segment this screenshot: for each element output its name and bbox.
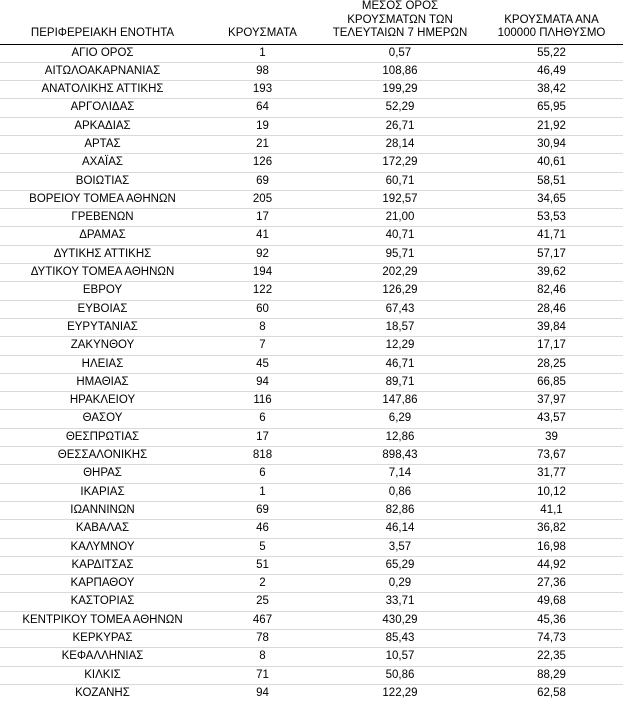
table-row bbox=[0, 44, 623, 62]
table-row bbox=[0, 81, 623, 99]
cell-region: ΕΥΡΥΤΑΝΙΑΣ bbox=[0, 318, 205, 336]
table-row bbox=[0, 62, 623, 80]
table-row bbox=[0, 392, 623, 410]
table-row bbox=[0, 209, 623, 227]
cell-cases: 194 bbox=[205, 264, 320, 282]
cell-cases: 17 bbox=[205, 428, 320, 446]
cell-region: ΚΑΒΑΛΑΣ bbox=[0, 520, 205, 538]
cell-region: ΑΝΑΤΟΛΙΚΗΣ ΑΤΤΙΚΗΣ bbox=[0, 81, 205, 99]
cell-cases: 94 bbox=[205, 373, 320, 391]
cell-region: ΒΟΙΩΤΙΑΣ bbox=[0, 172, 205, 190]
header-row bbox=[0, 0, 623, 44]
cell-region: ΕΒΡΟΥ bbox=[0, 282, 205, 300]
cell-per100k: 37,97 bbox=[480, 392, 623, 410]
cell-cases: 64 bbox=[205, 99, 320, 117]
cell-avg7: 122,29 bbox=[382, 686, 418, 699]
cell-avg7: 46,71 bbox=[320, 355, 480, 373]
cell-per100k: 16,98 bbox=[480, 538, 623, 556]
cell-cases: 45 bbox=[205, 355, 320, 373]
cell-per100k: 22,35 bbox=[480, 648, 623, 666]
cell-avg7: 21,00 bbox=[320, 209, 480, 227]
cell-cases: 25 bbox=[205, 593, 320, 611]
cell-per100k: 57,17 bbox=[480, 245, 623, 263]
table-row bbox=[0, 611, 623, 629]
cell-avg7: 40,71 bbox=[320, 227, 480, 245]
cell-avg7: 65,29 bbox=[320, 556, 480, 574]
cell-per100k: 58,51 bbox=[480, 172, 623, 190]
cell-cases: 8 bbox=[205, 648, 320, 666]
cell-avg7: 12,29 bbox=[320, 337, 480, 355]
cell-avg7: 3,57 bbox=[320, 538, 480, 556]
cell-cases: 5 bbox=[205, 538, 320, 556]
cell-avg7: 50,86 bbox=[320, 666, 480, 684]
cell-per100k: 34,65 bbox=[480, 190, 623, 208]
cell-region: ΚΕΦΑΛΛΗΝΙΑΣ bbox=[0, 648, 205, 666]
table-row bbox=[0, 300, 623, 318]
cell-cases: 41 bbox=[205, 227, 320, 245]
table-row bbox=[0, 666, 623, 684]
column-header-per100k: ΚΡΟΥΣΜΑΤΑ ΑΝΑ 100000 ΠΛΗΘΥΣΜΟ bbox=[480, 0, 623, 44]
cell-cases: 94 bbox=[256, 686, 269, 699]
cell-per100k: 31,77 bbox=[480, 465, 623, 483]
cell-region: ΘΕΣΠΡΩΤΙΑΣ bbox=[0, 428, 205, 446]
cell-cases: 19 bbox=[205, 117, 320, 135]
table-row bbox=[0, 630, 623, 648]
cell-per100k: 36,82 bbox=[480, 520, 623, 538]
table-row bbox=[0, 483, 623, 501]
table-row bbox=[0, 501, 623, 519]
cell-region: ΑΡΤΑΣ bbox=[0, 135, 205, 153]
cell-per100k: 17,17 bbox=[480, 337, 623, 355]
cell-region: ΚΑΛΥΜΝΟΥ bbox=[0, 538, 205, 556]
cell-per100k: 39,62 bbox=[480, 264, 623, 282]
cell-avg7: 33,71 bbox=[320, 593, 480, 611]
cell-avg7: 147,86 bbox=[320, 392, 480, 410]
cell-cases: 1 bbox=[205, 483, 320, 501]
cell-region: ΔΥΤΙΚΟΥ ΤΟΜΕΑ ΑΘΗΝΩΝ bbox=[0, 264, 205, 282]
cell-per100k: 49,68 bbox=[480, 593, 623, 611]
table-row bbox=[0, 190, 623, 208]
table-row bbox=[0, 575, 623, 593]
cell-region: ΑΡΚΑΔΙΑΣ bbox=[0, 117, 205, 135]
table-header bbox=[0, 0, 623, 44]
cell-per100k: 74,73 bbox=[480, 630, 623, 648]
cell-avg7: 0,57 bbox=[320, 44, 480, 62]
cell-region: ΑΓΙΟ ΟΡΟΣ bbox=[0, 44, 205, 62]
cell-region: ΘΗΡΑΣ bbox=[0, 465, 205, 483]
cell-avg7: 82,86 bbox=[320, 501, 480, 519]
cell-region: ΘΑΣΟΥ bbox=[0, 410, 205, 428]
table-row bbox=[0, 172, 623, 190]
cell-region: ΑΧΑΪΑΣ bbox=[0, 154, 205, 172]
cell-region: ΒΟΡΕΙΟΥ ΤΟΜΕΑ ΑΘΗΝΩΝ bbox=[0, 190, 205, 208]
table-row bbox=[0, 282, 623, 300]
table-row bbox=[0, 318, 623, 336]
cell-region: ΓΡΕΒΕΝΩΝ bbox=[0, 209, 205, 227]
cell-region: ΚΕΝΤΡΙΚΟΥ ΤΟΜΕΑ ΑΘΗΝΩΝ bbox=[0, 611, 205, 629]
table-row bbox=[0, 538, 623, 556]
table-row bbox=[0, 684, 623, 702]
cell-per100k: 82,46 bbox=[480, 282, 623, 300]
table-row bbox=[0, 154, 623, 172]
cell-per100k: 44,92 bbox=[480, 556, 623, 574]
cell-per100k: 27,36 bbox=[480, 575, 623, 593]
table-row bbox=[0, 410, 623, 428]
cell-cases: 193 bbox=[205, 81, 320, 99]
cell-region: ΖΑΚΥΝΘΟΥ bbox=[0, 337, 205, 355]
cell-region: ΗΛΕΙΑΣ bbox=[0, 355, 205, 373]
cell-per100k: 66,85 bbox=[480, 373, 623, 391]
cell-per100k: 46,49 bbox=[480, 62, 623, 80]
table-row bbox=[0, 648, 623, 666]
cell-cases: 46 bbox=[205, 520, 320, 538]
cell-cases: 467 bbox=[205, 611, 320, 629]
cell-avg7: 126,29 bbox=[320, 282, 480, 300]
cell-per100k: 43,57 bbox=[480, 410, 623, 428]
cell-per100k: 30,94 bbox=[480, 135, 623, 153]
cell-cases: 69 bbox=[205, 172, 320, 190]
cell-cases: 17 bbox=[205, 209, 320, 227]
cell-region: ΔΥΤΙΚΗΣ ΑΤΤΙΚΗΣ bbox=[0, 245, 205, 263]
cell-avg7: 199,29 bbox=[320, 81, 480, 99]
cell-per100k: 10,12 bbox=[480, 483, 623, 501]
table-row bbox=[0, 428, 623, 446]
table-row bbox=[0, 465, 623, 483]
cell-cases: 51 bbox=[205, 556, 320, 574]
column-header-cases: ΚΡΟΥΣΜΑΤΑ bbox=[205, 0, 320, 44]
cell-per100k: 45,36 bbox=[480, 611, 623, 629]
cell-avg7: 46,14 bbox=[320, 520, 480, 538]
cell-avg7: 85,43 bbox=[320, 630, 480, 648]
cell-cases: 98 bbox=[205, 62, 320, 80]
cell-per100k: 55,22 bbox=[480, 44, 623, 62]
cell-avg7: 52,29 bbox=[320, 99, 480, 117]
cell-cases: 21 bbox=[205, 135, 320, 153]
cell-cases: 69 bbox=[205, 501, 320, 519]
column-header-avg7: ΜΕΣΟΣ ΟΡΟΣ ΚΡΟΥΣΜΑΤΩΝ ΤΩΝ ΤΕΛΕΥΤΑΙΩΝ 7 ΗΜΕΡΩΝ bbox=[320, 0, 480, 44]
cell-cases: 7 bbox=[205, 337, 320, 355]
cell-per100k: 39,84 bbox=[480, 318, 623, 336]
cell-cases: 71 bbox=[205, 666, 320, 684]
cell-per100k: 62,58 bbox=[537, 686, 566, 699]
cell-cases: 78 bbox=[205, 630, 320, 648]
cell-region: ΚΑΡΔΙΤΣΑΣ bbox=[0, 556, 205, 574]
cell-cases: 60 bbox=[205, 300, 320, 318]
cell-per100k: 88,29 bbox=[480, 666, 623, 684]
cell-region: ΕΥΒΟΙΑΣ bbox=[0, 300, 205, 318]
column-header-region: ΠΕΡΙΦΕΡΕΙΑΚΗ ΕΝΟΤΗΤΑ bbox=[0, 0, 205, 44]
table-row bbox=[0, 117, 623, 135]
table-row bbox=[0, 593, 623, 611]
cell-avg7: 430,29 bbox=[320, 611, 480, 629]
cell-per100k: 21,92 bbox=[480, 117, 623, 135]
cell-cases: 6 bbox=[205, 410, 320, 428]
table-row bbox=[0, 355, 623, 373]
cell-per100k: 65,95 bbox=[480, 99, 623, 117]
cell-avg7: 95,71 bbox=[320, 245, 480, 263]
table-row bbox=[0, 264, 623, 282]
cell-region: ΙΩΑΝΝΙΝΩΝ bbox=[0, 501, 205, 519]
cell-cases: 205 bbox=[205, 190, 320, 208]
cell-per100k: 41,71 bbox=[480, 227, 623, 245]
table-row bbox=[0, 135, 623, 153]
cell-region: ΚΟΖΑΝΗΣ bbox=[75, 686, 130, 699]
cell-avg7: 10,57 bbox=[320, 648, 480, 666]
cell-avg7: 26,71 bbox=[320, 117, 480, 135]
cell-region: ΚΙΛΚΙΣ bbox=[0, 666, 205, 684]
table-row bbox=[0, 337, 623, 355]
cell-avg7: 172,29 bbox=[320, 154, 480, 172]
cell-per100k: 39 bbox=[480, 428, 623, 446]
cell-avg7: 18,57 bbox=[320, 318, 480, 336]
cell-cases: 122 bbox=[205, 282, 320, 300]
cell-region: ΚΑΣΤΟΡΙΑΣ bbox=[0, 593, 205, 611]
cell-cases: 2 bbox=[205, 575, 320, 593]
cell-avg7: 0,86 bbox=[320, 483, 480, 501]
cell-avg7: 898,43 bbox=[320, 447, 480, 465]
cell-per100k: 28,46 bbox=[480, 300, 623, 318]
cell-per100k: 53,53 bbox=[480, 209, 623, 227]
cell-region: ΘΕΣΣΑΛΟΝΙΚΗΣ bbox=[0, 447, 205, 465]
cell-cases: 6 bbox=[205, 465, 320, 483]
cell-per100k: 40,61 bbox=[480, 154, 623, 172]
table-row bbox=[0, 373, 623, 391]
cell-avg7: 28,14 bbox=[320, 135, 480, 153]
cell-per100k: 28,25 bbox=[480, 355, 623, 373]
cell-region: ΚΑΡΠΑΘΟΥ bbox=[0, 575, 205, 593]
cell-region: ΙΚΑΡΙΑΣ bbox=[0, 483, 205, 501]
cell-cases: 1 bbox=[205, 44, 320, 62]
table-row bbox=[0, 227, 623, 245]
cell-region: ΔΡΑΜΑΣ bbox=[0, 227, 205, 245]
cell-avg7: 0,29 bbox=[320, 575, 480, 593]
cell-cases: 818 bbox=[205, 447, 320, 465]
cell-avg7: 12,86 bbox=[320, 428, 480, 446]
cell-cases: 116 bbox=[205, 392, 320, 410]
cell-per100k: 38,42 bbox=[480, 81, 623, 99]
cell-per100k: 73,67 bbox=[480, 447, 623, 465]
cell-region: ΗΜΑΘΙΑΣ bbox=[0, 373, 205, 391]
cell-avg7: 7,14 bbox=[320, 465, 480, 483]
cell-cases: 8 bbox=[205, 318, 320, 336]
cell-cases: 92 bbox=[205, 245, 320, 263]
cell-region: ΑΙΤΩΛΟΑΚΑΡΝΑΝΙΑΣ bbox=[0, 62, 205, 80]
cell-avg7: 89,71 bbox=[320, 373, 480, 391]
cell-avg7: 6,29 bbox=[320, 410, 480, 428]
cell-avg7: 67,43 bbox=[320, 300, 480, 318]
cell-avg7: 108,86 bbox=[320, 62, 480, 80]
cell-region: ΑΡΓΟΛΙΔΑΣ bbox=[0, 99, 205, 117]
cell-avg7: 202,29 bbox=[320, 264, 480, 282]
table-row bbox=[0, 447, 623, 465]
cell-cases: 126 bbox=[205, 154, 320, 172]
cell-avg7: 192,57 bbox=[320, 190, 480, 208]
cell-region: ΗΡΑΚΛΕΙΟΥ bbox=[0, 392, 205, 410]
table-body bbox=[0, 44, 623, 702]
cell-avg7: 60,71 bbox=[320, 172, 480, 190]
table-row bbox=[0, 99, 623, 117]
table-row bbox=[0, 520, 623, 538]
cell-region: ΚΕΡΚΥΡΑΣ bbox=[0, 630, 205, 648]
cell-per100k: 41,1 bbox=[480, 501, 623, 519]
table-row bbox=[0, 556, 623, 574]
table-row bbox=[0, 245, 623, 263]
